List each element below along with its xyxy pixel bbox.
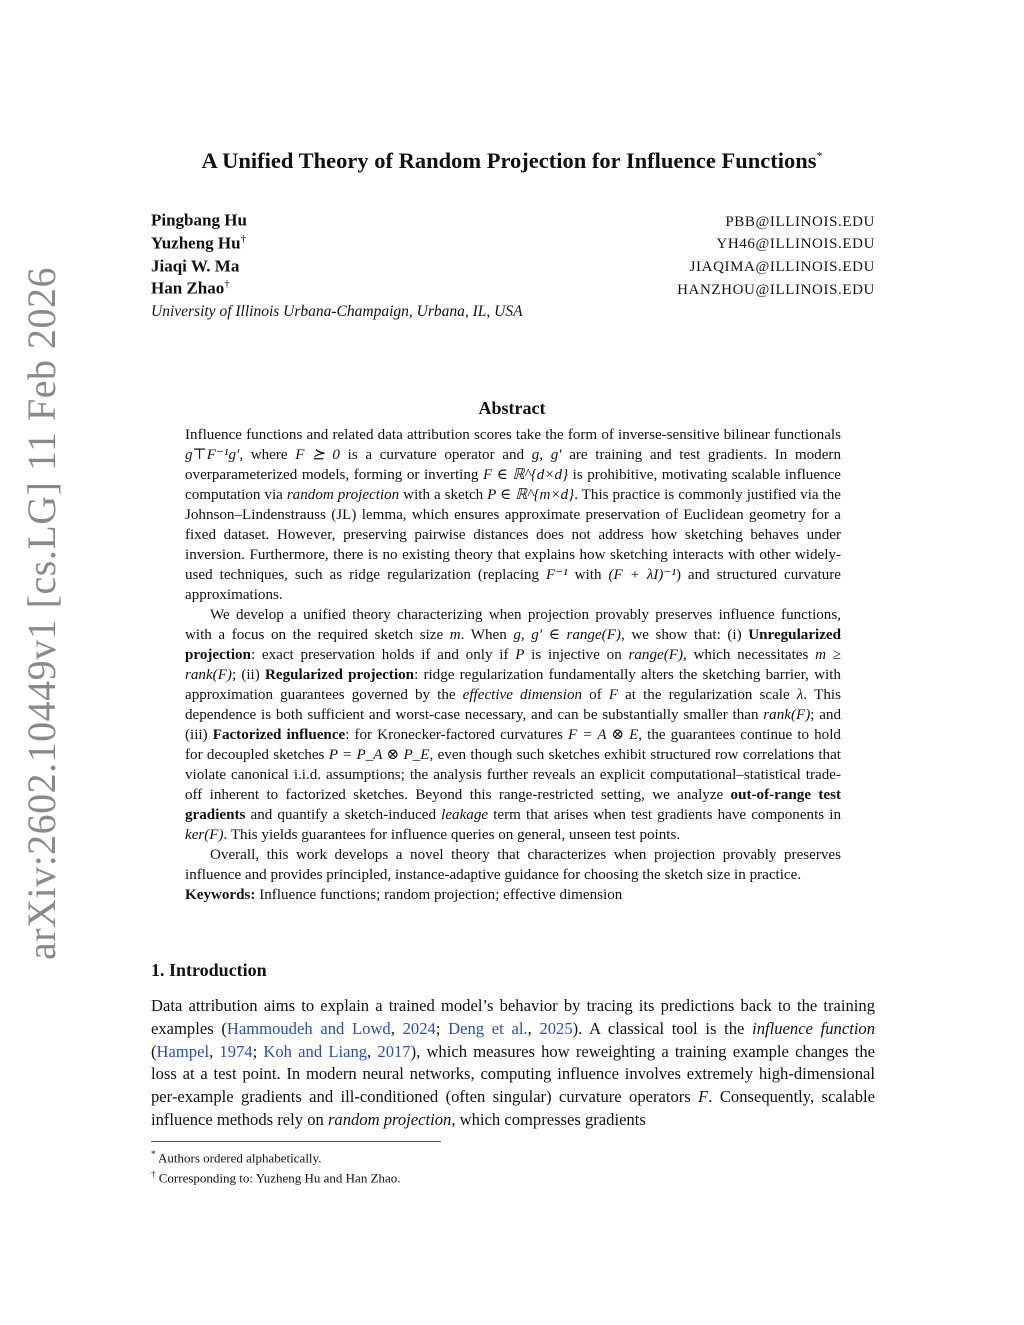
citation-link[interactable]: 1974 [219,1041,253,1061]
author-row [151,256,875,279]
citation-link[interactable]: Hampel [156,1041,210,1061]
citation-link[interactable]: Deng et al. [448,1018,528,1038]
citation-link[interactable]: 2017 [377,1041,411,1061]
keywords: Keywords: Influence functions; random projection; effective dimension [185,887,623,903]
citation-link[interactable]: Hammoudeh and Lowd [226,1018,391,1038]
citation-link[interactable]: Koh and Liang [263,1041,368,1061]
author-block [151,210,875,321]
footnote: * Authors ordered alphabetically. [151,1149,322,1166]
author-row: Yuzheng Hu† YH46@ILLINOIS.EDU [151,232,875,253]
author-name: Jiaqi W. Ma [151,256,240,276]
intro-body [151,995,875,1132]
section-heading: 1. Introduction [151,960,267,980]
author-name: Han Zhao [151,279,225,299]
arxiv-watermark: arXiv:2602.10449v1 [cs.LG] 11 Feb 2026 [19,267,64,960]
citation-link[interactable]: 2024 [402,1018,436,1038]
author-email[interactable]: PBB@ILLINOIS.EDU [725,213,875,230]
footnote-rule [151,1141,441,1142]
author-row [151,210,875,233]
abstract-paragraph: Influence functions and related data attribution scores take the form of inverse-sensitive bilinear functionals g⊤F⁻¹g′, where F ⪰ 0 is a curvature operator and g, g′ are training and test gradients. In modern overparameterized models, forming or inverting F ∈ ℝ^{d×d} is prohibitive, motivating scalable influence computation via random projection with a sketch P ∈ ℝ^{m×d}. This practice is commonly justified via the Johnson–Lindenstrauss (JL) lemma, which ensures approximate preservation of Euclidean geometry for a fixed dataset. However, preserving pairwise distances does not address how sketching behaves under inversion. Furthermore, there is no existing theory that explains how sketching interacts with other widely-used techniques, such as ridge regularization (replacing F⁻¹ with (F + λI)⁻¹) and structured curvature approximations. [185,427,841,603]
affiliation: University of Illinois Urbana-Champaign, Urbana, IL, USA [151,303,523,321]
footnote: † Corresponding to: Yuzheng Hu and Han Zhao. [151,1169,401,1186]
author-email[interactable]: JIAQIMA@ILLINOIS.EDU [689,259,875,276]
abstract-heading: Abstract [478,398,546,418]
author-email[interactable]: HANZHOU@ILLINOIS.EDU [677,282,875,299]
citation-link[interactable]: 2025 [539,1018,573,1038]
author-email[interactable]: YH46@ILLINOIS.EDU [716,236,875,253]
footnotes [151,1146,401,1187]
intro-paragraph: Data attribution aims to explain a trained model’s behavior by tracing its predictions back to the training examples (Hammoudeh and Lowd, 2024; Deng et al., 2025). A classical tool is the influence function (Hampel, 1974; Koh and Liang, 2017), which measures how reweighting a training example changes the loss at a test point. In modern neural networks, computing influence involves extremely high-dimensional per-example gradients and ill-conditioned (often singular) curvature operators F. Consequently, scalable influence methods rely on random projection, which compresses gradients [151,996,876,1129]
author-name: Pingbang Hu [151,210,247,230]
paper-title: A Unified Theory of Random Projection for Influence Functions* [201,148,823,173]
author-row: Han Zhao† HANZHOU@ILLINOIS.EDU [151,278,875,299]
abstract-paragraph: We develop a unified theory characterizing when projection provably preserves influence functions, with a focus on the required sketch size m. When g, g′ ∈ range(F), we show that: (i) Unregularized projection: exact preservation holds if and only if P is injective on range(F), which necessitates m ≥ rank(F); (ii) Regularized projection: ridge regularization fundamentally alters the sketching barrier, with approximation guarantees governed by the effective dimension of F at the regularization scale λ. This dependence is both sufficient and worst-case necessary, and can be substantially smaller than rank(F); and (iii) Factorized influence: for Kronecker-factored curvatures F = A ⊗ E, the guarantees continue to hold for decoupled sketches P = P_A ⊗ P_E, even though such sketches exhibit structured row correlations that violate canonical i.i.d. assumptions; the analysis further reveals an explicit computational–statistical trade-off inherent to factorized sketches. Beyond this range-restricted setting, we analyze out-of-range test gradients and quantify a sketch-induced leakage term that arises when test gradients have components in ker(F). This yields guarantees for influence queries on general, unseen test points. [185,607,842,843]
abstract-paragraph: Overall, this work develops a novel theory that characterizes when projection provably preserves influence and provides principled, instance-adaptive guidance for choosing the sketch size in practice. [185,847,841,883]
abstract-body [185,425,841,905]
author-name: Yuzheng Hu [151,233,241,253]
